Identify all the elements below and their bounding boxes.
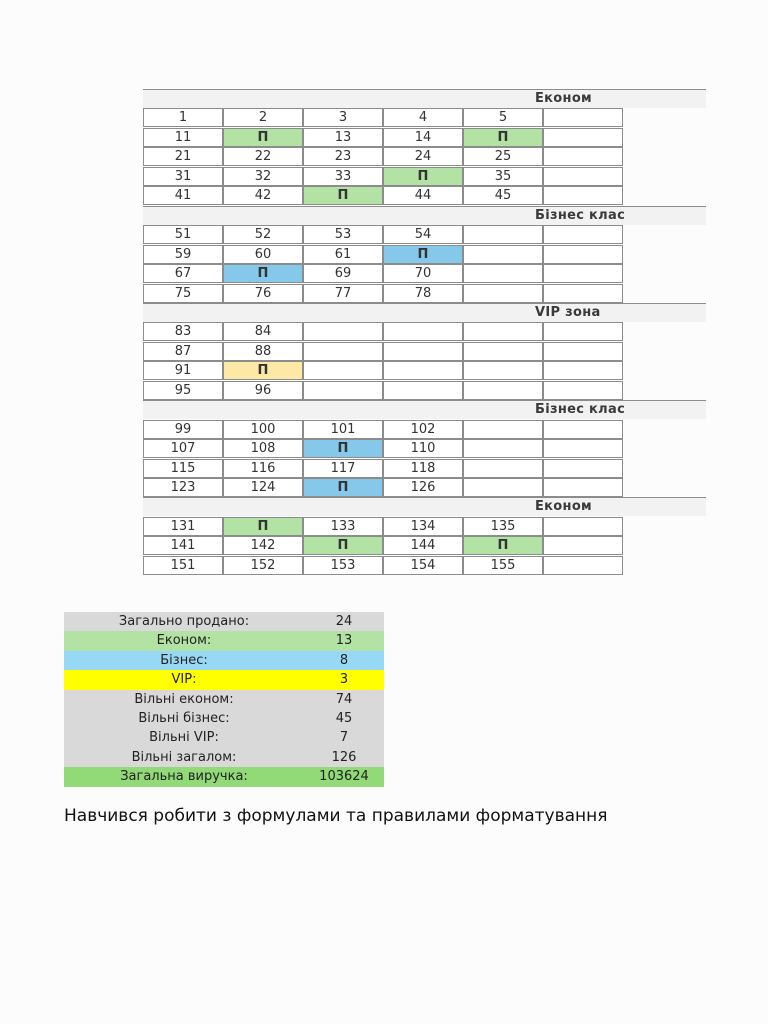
seat-cell: 151 (143, 556, 223, 575)
seat-cell (463, 439, 543, 458)
seat-cell: 4 (383, 108, 463, 127)
seat-cell (383, 361, 463, 380)
seat-cell: 22 (223, 147, 303, 166)
seat-cell: П (463, 128, 543, 147)
summary-row (64, 670, 384, 689)
zone-header (143, 303, 706, 322)
seat-cell (543, 536, 623, 555)
seat-cell (463, 420, 543, 439)
seat-cell (463, 381, 543, 400)
seat-cell (543, 167, 623, 186)
summary-row (64, 728, 384, 747)
summary-label: Вільні загалом: (131, 749, 237, 765)
seat-cell: 115 (143, 459, 223, 478)
summary-label: Бізнес: (160, 652, 208, 668)
seat-cell: П (303, 439, 383, 458)
seat-cell: 123 (143, 478, 223, 497)
seat-cell: П (463, 536, 543, 555)
seat-cell (383, 381, 463, 400)
seat-cell: 99 (143, 420, 223, 439)
note-text: Навчився робити з формулами та правилами форматування (64, 806, 608, 826)
zone-header (143, 206, 706, 225)
seat-cell: 152 (223, 556, 303, 575)
seat-cell: 91 (143, 361, 223, 380)
seat-cell (303, 322, 383, 341)
summary-row (64, 767, 384, 786)
sales-summary (64, 612, 384, 787)
zone-title: Бізнес клас (535, 402, 626, 418)
seat-cell: 87 (143, 342, 223, 361)
seat-cell: 5 (463, 108, 543, 127)
seat-cell (463, 459, 543, 478)
summary-row (64, 748, 384, 767)
seat-cell (543, 147, 623, 166)
seat-cell (463, 342, 543, 361)
seat-cell: 59 (143, 245, 223, 264)
seat-cell: 134 (383, 517, 463, 536)
seat-cell (543, 361, 623, 380)
seat-cell (543, 225, 623, 244)
seat-cell (543, 420, 623, 439)
seat-cell: 32 (223, 167, 303, 186)
zone-header (143, 89, 706, 108)
seat-cell: 100 (223, 420, 303, 439)
summary-label: Вільні економ: (134, 691, 234, 707)
seat-cell: 84 (223, 322, 303, 341)
seat-cell: 78 (383, 284, 463, 303)
seat-cell (543, 459, 623, 478)
summary-label: Загально продано: (118, 614, 250, 629)
summary-value: 126 (331, 749, 357, 765)
seat-cell: 83 (143, 322, 223, 341)
seat-cell: 153 (303, 556, 383, 575)
seat-cell: 44 (383, 186, 463, 205)
zone-title: Бізнес клас (535, 207, 626, 223)
seat-cell: 101 (303, 420, 383, 439)
seat-cell: 35 (463, 167, 543, 186)
seat-cell: П (303, 536, 383, 555)
summary-value: 13 (335, 633, 353, 649)
zone-header (143, 400, 706, 419)
seat-cell (383, 342, 463, 361)
seat-cell: 116 (223, 459, 303, 478)
seat-cell (463, 361, 543, 380)
seat-cell: 141 (143, 536, 223, 555)
seat-cell: П (303, 478, 383, 497)
seat-cell: 31 (143, 167, 223, 186)
seat-cell: П (383, 245, 463, 264)
summary-value: 24 (335, 614, 353, 629)
seat-cell: 154 (383, 556, 463, 575)
seat-cell: 60 (223, 245, 303, 264)
zone-title: Економ (535, 91, 592, 106)
seat-cell (463, 284, 543, 303)
seat-cell: 95 (143, 381, 223, 400)
seat-cell (543, 439, 623, 458)
seat-cell: 102 (383, 420, 463, 439)
zone-header (143, 497, 706, 516)
seat-cell: П (223, 517, 303, 536)
seat-cell: 41 (143, 186, 223, 205)
seat-cell (543, 245, 623, 264)
seat-cell (463, 478, 543, 497)
seat-cell (463, 225, 543, 244)
seat-cell (543, 381, 623, 400)
seat-cell: П (223, 361, 303, 380)
seat-cell (543, 108, 623, 127)
seat-cell: 133 (303, 517, 383, 536)
seat-cell: 118 (383, 459, 463, 478)
summary-row (64, 651, 384, 670)
seat-cell: 24 (383, 147, 463, 166)
seat-cell: 117 (303, 459, 383, 478)
zone-title: VIP зона (535, 304, 601, 320)
zone-title: Економ (535, 499, 592, 515)
seat-cell (383, 322, 463, 341)
seat-cell: 11 (143, 128, 223, 147)
seat-cell: 2 (223, 108, 303, 127)
seat-cell: 14 (383, 128, 463, 147)
seat-cell: 54 (383, 225, 463, 244)
seat-cell: 110 (383, 439, 463, 458)
seat-cell: 33 (303, 167, 383, 186)
seat-cell: 77 (303, 284, 383, 303)
seat-cell: 52 (223, 225, 303, 244)
seat-cell: П (223, 128, 303, 147)
seat-cell: 42 (223, 186, 303, 205)
seat-cell: 51 (143, 225, 223, 244)
summary-label: VIP: (171, 672, 197, 688)
seat-cell: 144 (383, 536, 463, 555)
seat-cell: 67 (143, 264, 223, 283)
seat-cell (463, 322, 543, 341)
seat-cell: 107 (143, 439, 223, 458)
seat-cell (543, 556, 623, 575)
seat-cell: 61 (303, 245, 383, 264)
seat-cell (543, 284, 623, 303)
seat-cell (543, 478, 623, 497)
seat-cell: 70 (383, 264, 463, 283)
summary-value: 45 (335, 710, 353, 726)
seat-cell: 21 (143, 147, 223, 166)
seat-cell (543, 264, 623, 283)
seat-cell (543, 322, 623, 341)
seat-cell: 96 (223, 381, 303, 400)
seat-cell (303, 342, 383, 361)
seat-cell: 53 (303, 225, 383, 244)
seat-cell: 126 (383, 478, 463, 497)
seat-cell: 76 (223, 284, 303, 303)
seat-cell: 131 (143, 517, 223, 536)
seat-cell (463, 264, 543, 283)
seat-cell: 135 (463, 517, 543, 536)
summary-value: 3 (339, 672, 349, 688)
summary-value: 7 (339, 730, 349, 746)
seat-cell: 142 (223, 536, 303, 555)
seat-cell: 69 (303, 264, 383, 283)
seat-cell: 155 (463, 556, 543, 575)
summary-row (64, 612, 384, 631)
seat-cell: П (223, 264, 303, 283)
seat-cell: 13 (303, 128, 383, 147)
summary-value: 103624 (319, 769, 369, 785)
summary-row (64, 709, 384, 728)
seat-cell: 45 (463, 186, 543, 205)
summary-label: Економ: (156, 633, 212, 649)
seat-cell: 1 (143, 108, 223, 127)
seat-cell (463, 245, 543, 264)
summary-row (64, 690, 384, 709)
seat-cell (303, 381, 383, 400)
seat-cell: П (303, 186, 383, 205)
seat-cell: 88 (223, 342, 303, 361)
seat-cell: 75 (143, 284, 223, 303)
seat-cell (543, 186, 623, 205)
seat-cell: 3 (303, 108, 383, 127)
seat-cell (303, 361, 383, 380)
seat-cell (543, 517, 623, 536)
seat-cell (543, 128, 623, 147)
summary-label: Загальна виручка: (120, 769, 248, 785)
summary-value: 74 (335, 691, 353, 707)
seat-cell: 23 (303, 147, 383, 166)
summary-value: 8 (339, 652, 349, 668)
summary-label: Вільні VIP: (149, 730, 219, 746)
seat-cell (543, 342, 623, 361)
seat-cell: 25 (463, 147, 543, 166)
summary-label: Вільні бізнес: (138, 710, 230, 726)
seat-cell: 124 (223, 478, 303, 497)
seat-cell: П (383, 167, 463, 186)
seat-cell: 108 (223, 439, 303, 458)
summary-row (64, 631, 384, 650)
